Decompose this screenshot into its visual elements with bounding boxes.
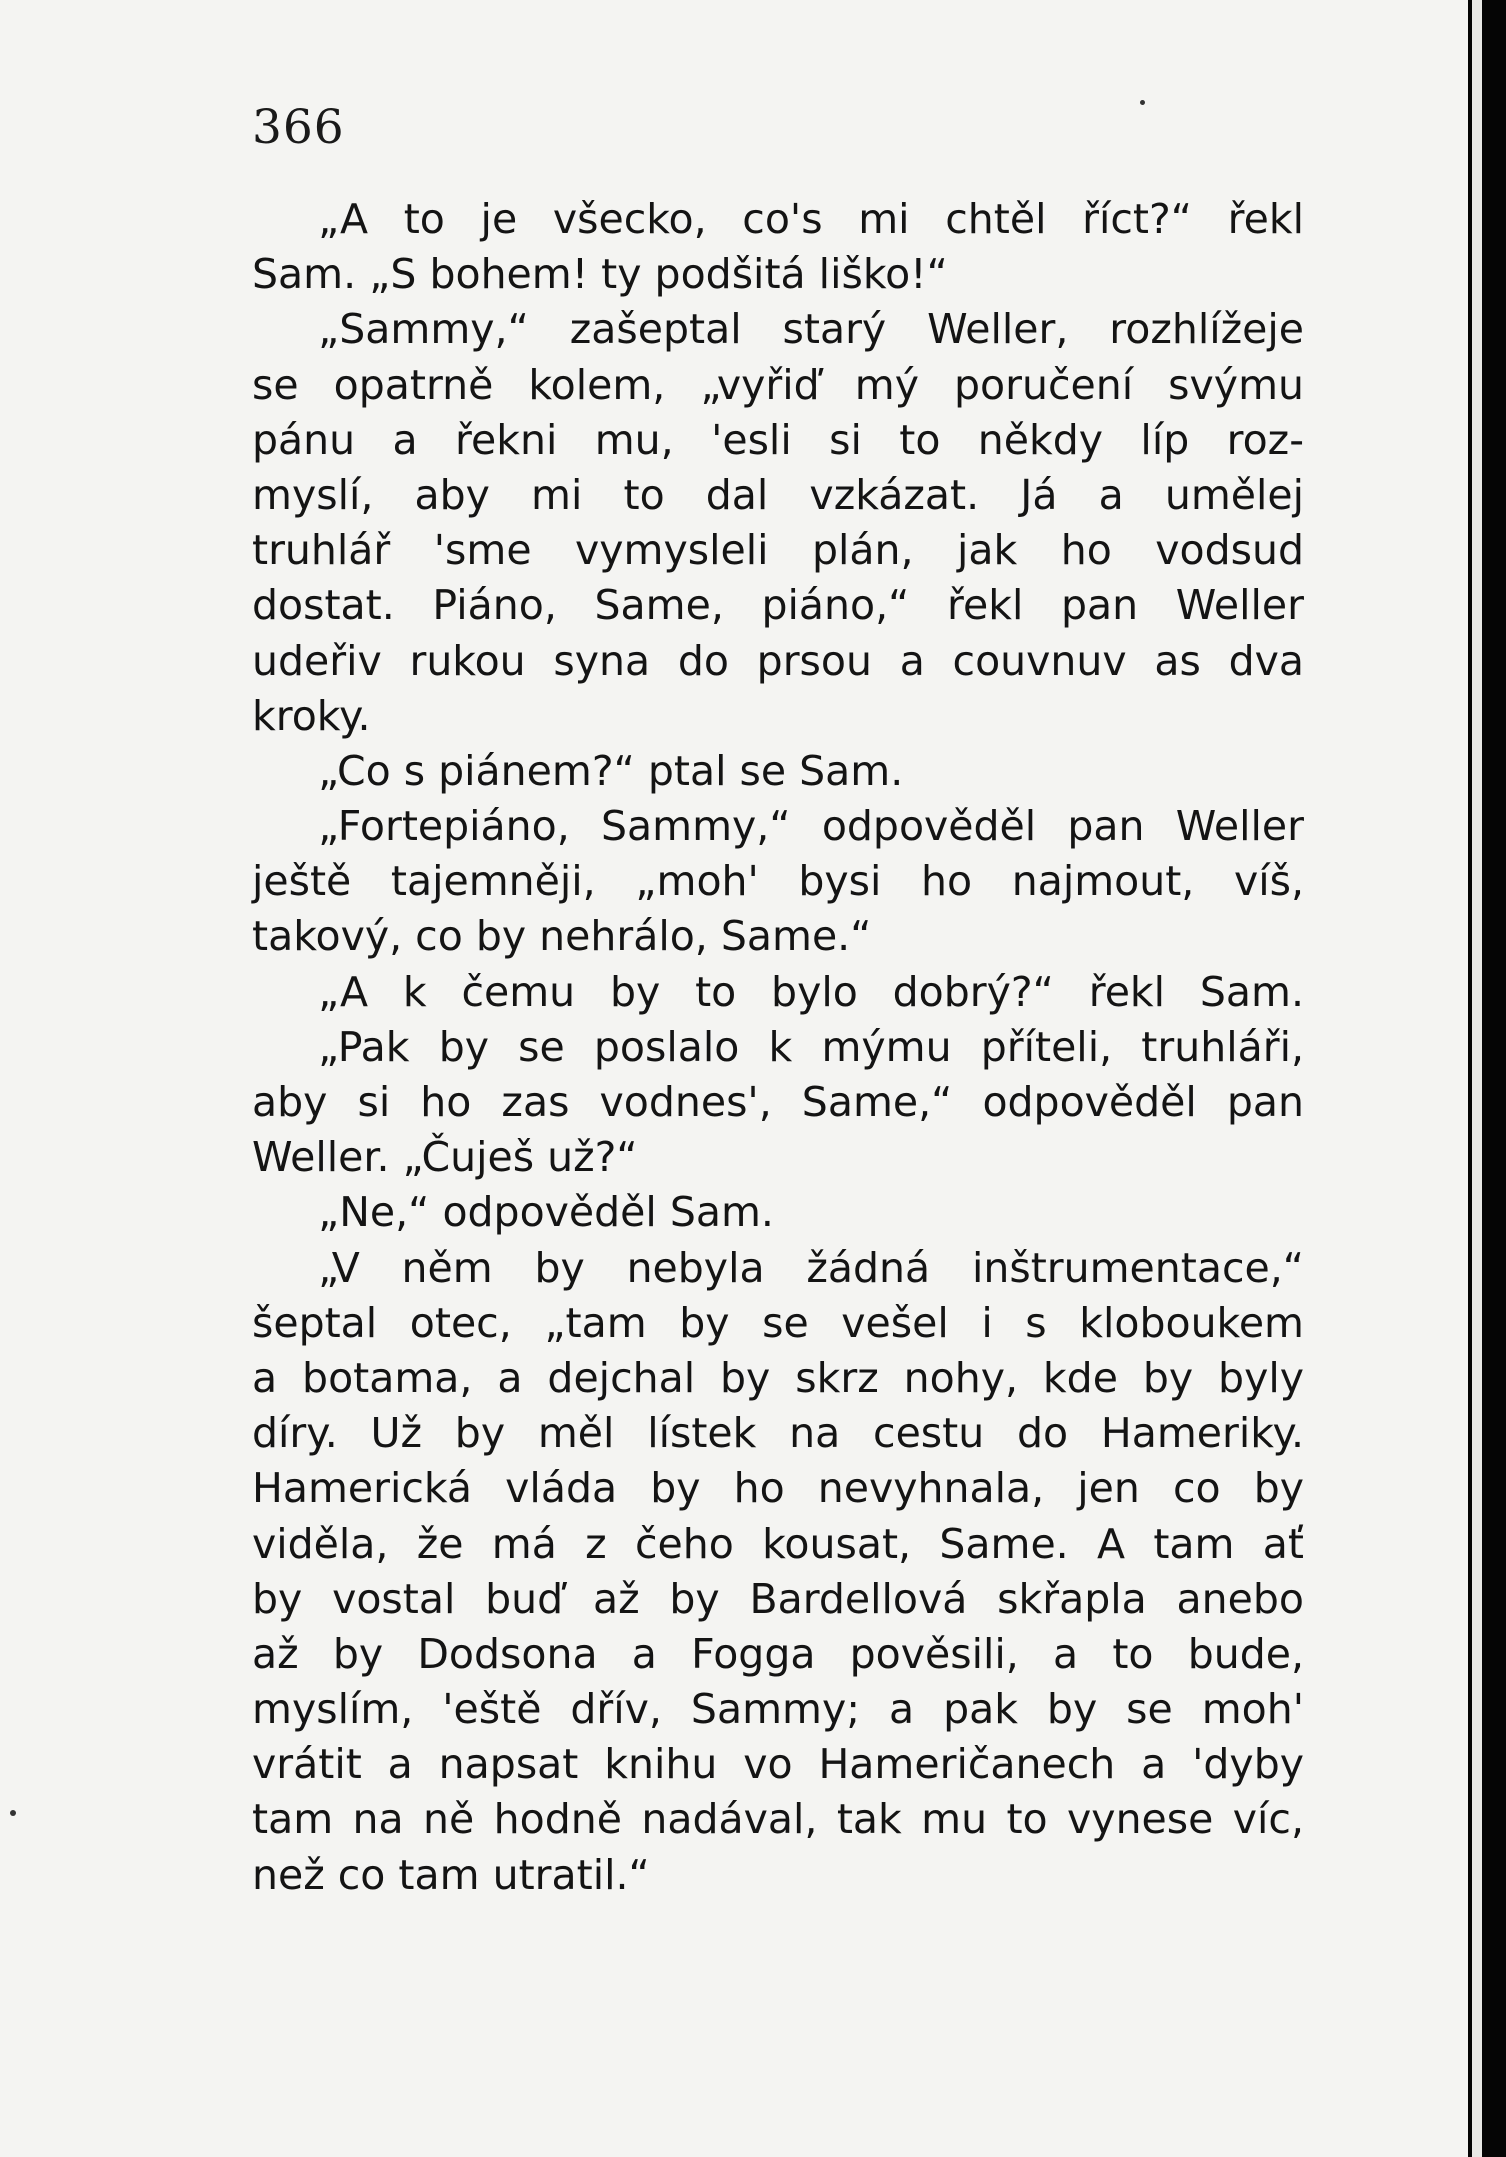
text-line: ještě tajemněji, „moh' bysi ho najmout, víš,: [252, 857, 1304, 906]
text-line: Sam. „S bohem! ty podšitá liško!“: [252, 250, 948, 299]
text-line: „A k čemu by to bylo dobrý?“ řekl Sam.: [318, 967, 1304, 1016]
scan-edge: [1468, 0, 1506, 2157]
text-line: až by Dodsona a Fogga pověsili, a to bude,: [252, 1629, 1304, 1678]
adjacent-page-edge: [1472, 0, 1482, 2157]
text-line: a botama, a dejchal by skrz nohy, kde by byly: [252, 1353, 1304, 1402]
text-line: „Fortepiáno, Sammy,“ odpověděl pan Weller: [318, 802, 1304, 851]
text-line: vrátit a napsat knihu vo Hameričanech a 'dyby: [252, 1740, 1304, 1789]
text-line: Hamerická vláda by ho nevyhnala, jen co by: [252, 1464, 1304, 1513]
text-line: šeptal otec, „tam by se vešel i s kloboukem: [252, 1298, 1304, 1347]
text-line: myslí, aby mi to dal vzkázat. Já a umělej: [252, 470, 1304, 519]
text-line: Weller. „Čuješ už?“: [252, 1133, 638, 1182]
text-line: než co tam utratil.“: [252, 1850, 650, 1899]
text-line: udeřiv rukou syna do prsou a couvnuv as dva: [252, 636, 1304, 685]
text-line: dostat. Piáno, Same, piáno,“ řekl pan Weller: [252, 581, 1304, 630]
text-line: „V něm by nebyla žádná inštrumentace,“: [318, 1243, 1304, 1292]
text-line: „Co s piánem?“ ptal se Sam.: [318, 746, 904, 795]
text-body: [252, 192, 1304, 1903]
text-line: truhlář 'sme vymysleli plán, jak ho vodsud: [252, 526, 1304, 575]
text-line: se opatrně kolem, „vyřiď mý poručení svýmu: [252, 360, 1304, 409]
text-line: díry. Už by měl lístek na cestu do Hameriky.: [252, 1409, 1304, 1458]
text-line: by vostal buď až by Bardellová skřapla anebo: [252, 1574, 1304, 1623]
print-speck: [1140, 100, 1145, 105]
print-speck: [10, 1810, 16, 1816]
text-line: tam na ně hodně nadával, tak mu to vynese víc,: [252, 1795, 1304, 1844]
text-line: „A to je všecko, co's mi chtěl říct?“ řekl: [318, 195, 1304, 243]
text-line: „Ne,“ odpověděl Sam.: [318, 1188, 774, 1237]
text-line: „Sammy,“ zašeptal starý Weller, rozhlížeje: [318, 305, 1304, 354]
text-line: aby si ho zas vodnes', Same,“ odpověděl pan: [252, 1078, 1304, 1126]
text-line: kroky.: [252, 691, 371, 740]
page-number: 366: [252, 100, 345, 155]
text-line: myslím, 'eště dřív, Sammy; a pak by se moh': [252, 1685, 1304, 1734]
text-line: viděla, že má z čeho kousat, Same. A tam ať: [252, 1519, 1304, 1568]
text-line: pánu a řekni mu, 'esli si to někdy líp roz-: [252, 415, 1304, 464]
text-line: takový, co by nehrálo, Same.“: [252, 912, 872, 961]
text-line: „Pak by se poslalo k mýmu příteli, truhláři,: [318, 1022, 1304, 1071]
